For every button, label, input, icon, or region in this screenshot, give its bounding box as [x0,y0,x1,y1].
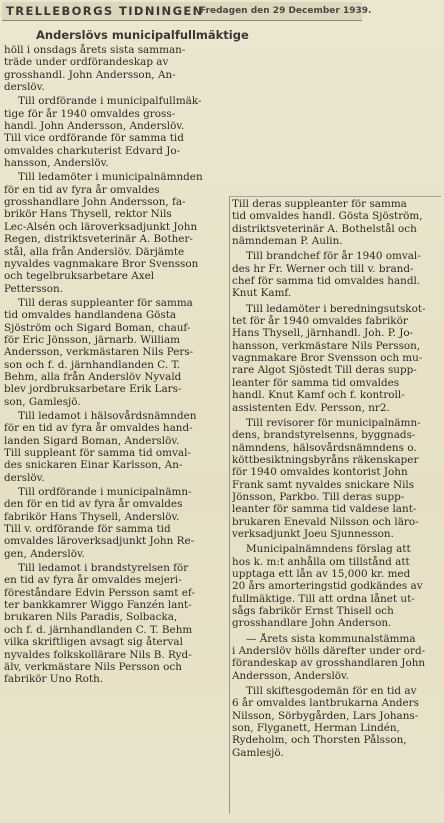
article-line: för 1940 omvaldes kontorist John [232,466,408,479]
article-line: leanter för samma tid omvaldes [232,376,400,389]
article-line: Till ordförande i municipalfullmäk- [18,95,202,108]
article-line: fabrikör Hans Thysell, Anderslöv. [4,510,180,523]
article-line: hansson, verkmästare Nils Persson, [232,339,421,352]
article-paragraph [232,417,444,540]
article-line: brukaren Enevald Nilsson och läro- [232,515,419,528]
article-line: och tegelbruksarbetare Axel [4,270,155,283]
article-line: Lec-Alsén och läroverksadjunkt John [4,220,198,233]
article-line: och f. d. järnhandlanden C. T. Behm [4,623,193,636]
article-line: grosshandlare John Andersson, fa- [4,196,186,209]
article-line: omvaldes läroverksadjunkt John Re- [4,535,195,548]
article-line: handl. Knut Kamf och f. kontroll- [232,389,405,402]
article-line: Till suppleant för samma tid omval- [4,447,191,459]
article-line: upptaga ett lån av 15,000 kr. med [232,567,411,580]
article-line: handl. John Andersson, Anderslöv. [4,120,185,133]
article-line: leanter för samma tid valdese lant- [232,503,417,516]
article-line: hos k. m:t anhålla om tillstånd att [232,555,410,568]
article-line: stål, alla från Anderslöv. Därjämte [4,245,185,258]
article-line: för en tid av fyra år omvaldes hand- [4,422,193,435]
article-line: tet för år 1940 omvaldes fabrikör [232,315,408,328]
newspaper-name: TRELLEBORGS TIDNINGEN [6,4,204,18]
article-line: blev jordbruksarbetare Erik Lars- [4,383,182,396]
article-line: grosshandl. John Andersson, An- [4,68,176,81]
article-line: Till revisorer för municipalnämn- [246,416,421,429]
article-line: den för en tid av fyra år omvaldes [4,498,183,511]
article-line: nämndens, hälsovårdsnämndens o. [232,441,417,454]
article-line: träde under ordförandeskap av [4,56,169,69]
article-line: chef för samma tid omvaldes handl. [232,275,421,288]
article-line: Till skiftesgodemän för en tid av [246,685,417,698]
article-line: Nilsson, Sörbygården, Lars Johans- [232,709,419,722]
article-line: tid omvaldes handl. Gösta Sjöström, [232,210,423,223]
column-divider [229,196,230,814]
article-line: Pettersson. [4,282,64,295]
article-line: dens, brandstyrelsenns, byggnads- [232,429,416,442]
article-paragraph [4,297,228,408]
article-line: Sjöström och Sigard Boman, chauf- [4,321,191,334]
article-line: derslöv. [4,471,45,484]
article-paragraph [4,95,228,169]
article-line: grosshandlare John Anderson. [232,617,392,630]
article-line: för Eric Jönsson, järnarb. William [4,333,181,346]
article-line: Andersson, verkmästaren Nils Pers- [4,346,194,359]
article-line: Hans Thysell, järnhandl. Joh. P. Jo- [232,327,414,340]
article-line: verksadjunkt Joeu Sjunnesson. [232,527,394,540]
article-line: en tid av fyra år omvaldes mejeri- [4,574,182,587]
article-paragraph [232,198,444,247]
article-paragraph [232,543,444,629]
article-line: distriktsveterinär A. Bothelstål och [232,222,417,235]
article-line: köttbesiktningsbyråns räkenskaper [232,453,419,466]
right-column-top-rule [229,196,441,197]
article-line: omvaldes charkuterist Edvard Jo- [4,144,181,157]
article-line: Frank samt nyvaldes snickare Nils [232,478,415,491]
article-line: assistenten Edv. Persson, nr2. [232,401,390,414]
article-line: son, Gamlesjö. [4,395,81,408]
article-paragraph [232,303,444,414]
article-line: rare Algot Sjöstedt Till deras supp- [232,364,417,377]
article-headline: Anderslövs municipalfullmäktige [36,28,249,42]
article-line: Andersson, Anderslöv. [232,669,349,682]
article-line: förandeskap av grosshandlaren John [232,657,426,670]
article-line: brukaren Nils Paradis, Solbacka, [4,611,178,624]
article-paragraph [232,633,444,682]
article-line: — Årets sista kommunalstämma [246,632,416,645]
article-line: Till v. ordförande för samma tid [4,523,171,536]
article-line: Till ordförande i municipalnämn- [18,486,192,499]
article-paragraph [4,486,228,560]
article-line: vilka skriftligen avsagt sig återval [4,636,183,649]
article-line: gen, Anderslöv. [4,547,85,560]
article-line: för en tid av fyra år omvaldes [4,183,160,196]
article-line: Municipalnämndens förslag att [246,543,411,556]
article-line: älv, verkmästare Nils Persson och [4,660,182,673]
article-line: Till deras suppleanter för samma [18,296,193,309]
article-paragraph [232,250,444,299]
article-line: Till deras suppleanter för samma [232,198,407,210]
article-line: nyvaldes folkskollärare Nils B. Ryd- [4,648,192,661]
article-line: son och f. d. järnhandlanden C. T. [4,358,181,371]
article-line: föreståndare Edvin Persson samt ef- [4,586,195,599]
article-line: Till ledamöter i beredningsutskot- [246,302,426,315]
article-line: Jönsson, Parkbo. Till deras supp- [232,490,405,503]
article-line: des snickaren Einar Karlsson, An- [4,459,183,472]
article-line: i Anderslöv hölls därefter under ord- [232,645,426,658]
article-line: Till ledamot i brandstyrelsen för [18,562,189,575]
article-line: Regen, distriktsveterinär A. Bother- [4,233,193,246]
article-line: Till ledamöter i municipalnämnden [18,171,203,184]
article-line: tid omvaldes handlandena Gösta [4,309,177,322]
issue-date: Fredagen den 29 December 1939. [200,6,372,16]
article-line: vagnmakare Bror Svensson och mu- [232,352,423,365]
article-column-right [232,198,444,759]
article-line: son, Flyganett, Herman Lindén, [232,722,400,735]
article-line: Till vice ordförande för samma tid [4,132,184,145]
article-line: Gamlesjö. [232,746,284,759]
masthead [2,2,372,21]
article-line: nämndeman P. Aulin. [232,235,343,248]
article-paragraph [4,44,228,93]
article-line: derslöv. [4,81,45,94]
article-line: fabrikör Uno Roth. [4,673,104,686]
article-column-left [4,44,228,686]
article-line: Till ledamot i hälsovårdsnämnden [18,409,197,422]
article-line: 6 år omvaldes lantbrukarna Anders [232,697,419,710]
article-line: Till brandchef för år 1940 omval- [246,250,421,263]
article-paragraph [232,685,444,759]
article-line: ter bankkamrer Wiggo Fanzén lant- [4,599,192,612]
article-line: fullmäktige. Till att ordna lånet ut- [232,592,415,605]
article-line: landen Sigard Boman, Anderslöv. [4,434,180,447]
article-line: des hr Fr. Werner och till v. brand- [232,262,414,275]
article-line: sågs fabrikör Ernst Thisell och [232,605,394,617]
article-line: 20 års amorteringstid godkändes av [232,580,423,593]
article-line: nyvaldes vagnmakare Bror Svensson [4,257,199,270]
article-line: höll i onsdags årets sista samman- [4,44,186,56]
article-line: Knut Kamf. [232,287,292,300]
article-paragraph [4,410,228,484]
article-line: brikör Hans Thysell, rektor Nils [4,208,172,221]
article-line: tige för år 1940 omvaldes gross- [4,107,176,120]
article-paragraph [4,562,228,685]
article-line: Behm, alla från Anderslöv Nyvald [4,370,182,383]
article-line: Rydeholm, och Thorsten Pålsson, [232,734,407,747]
article-paragraph [4,171,228,294]
article-line: hansson, Anderslöv. [4,157,109,170]
